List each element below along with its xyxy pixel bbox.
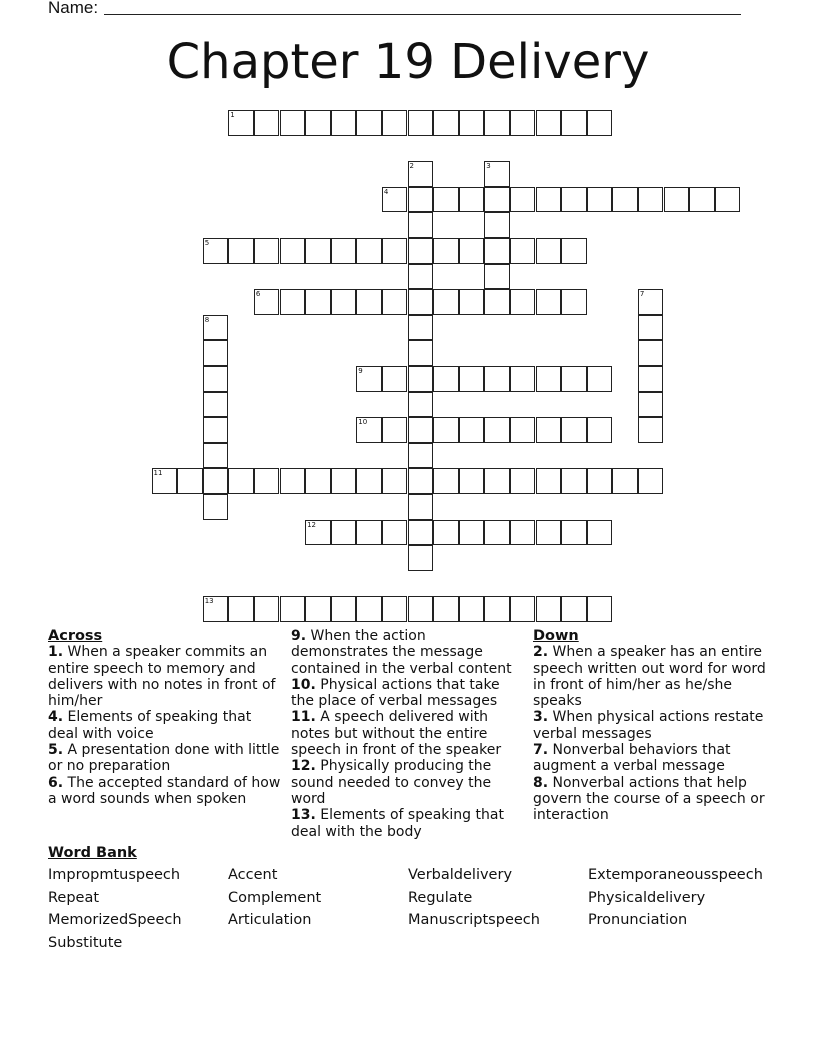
crossword-cell[interactable] xyxy=(587,520,613,546)
word-bank-item: Articulation xyxy=(228,912,312,929)
crossword-cell[interactable] xyxy=(152,468,178,494)
crossword-cell[interactable] xyxy=(510,289,536,315)
crossword-cell[interactable] xyxy=(561,468,587,494)
clue-across-12: 12. Physically producing the sound needed to convey the word xyxy=(291,758,492,807)
crossword-cell[interactable] xyxy=(408,545,434,571)
clue-number: 1 xyxy=(230,111,235,119)
crossword-cell[interactable] xyxy=(408,468,434,494)
crossword-cell[interactable] xyxy=(305,238,331,264)
crossword-cell[interactable] xyxy=(510,187,536,213)
crossword-cell[interactable] xyxy=(305,520,331,546)
crossword-cell[interactable] xyxy=(203,468,229,494)
clue-number: 10 xyxy=(358,418,368,427)
crossword-cell[interactable] xyxy=(536,110,562,136)
crossword-cell[interactable] xyxy=(203,417,229,443)
crossword-cell[interactable] xyxy=(382,110,408,136)
crossword-cell[interactable] xyxy=(484,520,510,546)
crossword-cell[interactable] xyxy=(254,468,280,494)
across-heading: Across xyxy=(48,628,103,644)
crossword-cell[interactable] xyxy=(484,366,510,392)
crossword-cell[interactable] xyxy=(203,238,229,264)
crossword-cell[interactable] xyxy=(561,596,587,622)
crossword-cell[interactable] xyxy=(536,289,562,315)
crossword-cell[interactable] xyxy=(228,468,254,494)
crossword-cell[interactable] xyxy=(408,596,434,622)
crossword-cell[interactable] xyxy=(484,264,510,290)
crossword-cell[interactable] xyxy=(433,238,459,264)
clue-number: 8 xyxy=(204,315,210,324)
crossword-cell[interactable] xyxy=(689,187,715,213)
crossword-cell[interactable] xyxy=(587,417,613,443)
crossword-cell[interactable] xyxy=(484,468,510,494)
crossword-cell[interactable] xyxy=(612,187,638,213)
crossword-cell[interactable] xyxy=(203,596,229,622)
word-bank-item: Substitute xyxy=(48,935,123,952)
crossword-cell[interactable] xyxy=(638,315,664,341)
crossword-cell[interactable] xyxy=(459,110,485,136)
crossword-cell[interactable] xyxy=(408,340,434,366)
crossword-cell[interactable] xyxy=(459,417,485,443)
crossword-cell[interactable] xyxy=(408,238,434,264)
crossword-cell[interactable] xyxy=(484,212,510,238)
clue-down-8: 8. Nonverbal actions that help govern the course of a speech or interaction xyxy=(533,774,765,824)
crossword-cell[interactable] xyxy=(382,417,408,443)
crossword-cell[interactable] xyxy=(459,238,485,264)
crossword-cell[interactable] xyxy=(510,596,536,622)
crossword-cell[interactable] xyxy=(536,596,562,622)
word-bank-item: Extemporaneousspeech xyxy=(588,867,763,883)
crossword-cell[interactable] xyxy=(715,187,741,213)
crossword-cell[interactable] xyxy=(331,238,357,264)
crossword-cell[interactable] xyxy=(484,187,510,213)
crossword-cell[interactable] xyxy=(408,443,434,469)
crossword-cell[interactable] xyxy=(280,110,306,136)
word-bank-item: MemorizedSpeech xyxy=(48,912,182,929)
crossword-cell[interactable] xyxy=(331,289,357,315)
crossword-cell[interactable] xyxy=(305,289,331,315)
crossword-cell[interactable] xyxy=(433,596,459,622)
clue-number: 12 xyxy=(307,520,317,529)
crossword-cell[interactable] xyxy=(510,468,536,494)
clue-number: 9 xyxy=(358,367,363,375)
word-bank-item: Complement xyxy=(228,889,322,906)
crossword-cell[interactable] xyxy=(459,187,485,213)
word-bank-item: Impropmtuspeech xyxy=(48,867,181,883)
down-column xyxy=(533,628,773,824)
crossword-cell[interactable] xyxy=(433,417,459,443)
crossword-cell[interactable] xyxy=(356,596,382,622)
crossword-cell[interactable] xyxy=(510,238,536,264)
clue-number: 13 xyxy=(204,597,214,606)
clue-across-13: 13. Elements of speaking that deal with the body xyxy=(291,807,504,840)
crossword-cell[interactable] xyxy=(484,110,510,136)
crossword-cell[interactable] xyxy=(459,468,485,494)
crossword-cell[interactable] xyxy=(433,520,459,546)
crossword-cell[interactable] xyxy=(331,596,357,622)
crossword-cell[interactable] xyxy=(536,417,562,443)
crossword-cell[interactable] xyxy=(459,366,485,392)
crossword-cell[interactable] xyxy=(356,417,382,443)
crossword-cell[interactable] xyxy=(664,187,690,213)
crossword-cell[interactable] xyxy=(177,468,203,494)
crossword-cell[interactable] xyxy=(356,366,382,392)
clue-down-3: 3. When physical actions restate verbal messages xyxy=(533,709,764,742)
clue-number: 6 xyxy=(255,290,261,299)
word-bank-item: Accent xyxy=(228,867,278,883)
clue-across-1: 1. When a speaker commits an entire speech to memory and delivers with no notes in front of him/her xyxy=(48,644,276,710)
crossword-cell[interactable] xyxy=(484,417,510,443)
crossword-cell[interactable] xyxy=(561,238,587,264)
crossword-cell[interactable] xyxy=(561,417,587,443)
clue-across-4: 4. Elements of speaking that deal with voice xyxy=(48,709,252,742)
word-bank-item: Physicaldelivery xyxy=(588,889,706,906)
clue-number: 4 xyxy=(383,187,389,196)
crossword-cell[interactable] xyxy=(305,110,331,136)
crossword-cell[interactable] xyxy=(382,289,408,315)
across-column-2 xyxy=(291,628,523,840)
crossword-cell[interactable] xyxy=(536,187,562,213)
crossword-cell[interactable] xyxy=(638,366,664,392)
down-heading: Down xyxy=(533,628,579,644)
crossword-cell[interactable] xyxy=(638,187,664,213)
crossword-cell[interactable] xyxy=(638,417,664,443)
crossword-cell[interactable] xyxy=(254,596,280,622)
crossword-cell[interactable] xyxy=(433,468,459,494)
crossword-cell[interactable] xyxy=(510,110,536,136)
crossword-cell[interactable] xyxy=(433,110,459,136)
crossword-cell[interactable] xyxy=(203,315,229,341)
crossword-cell[interactable] xyxy=(331,468,357,494)
clue-across-10: 10. Physical actions that take the place of verbal messages xyxy=(291,676,500,710)
crossword-cell[interactable] xyxy=(561,366,587,392)
crossword-cell[interactable] xyxy=(459,520,485,546)
crossword-cell[interactable] xyxy=(408,289,434,315)
crossword-cell[interactable] xyxy=(408,187,434,213)
crossword-cell[interactable] xyxy=(203,340,229,366)
crossword-cell[interactable] xyxy=(484,596,510,622)
word-bank-item: Pronunciation xyxy=(588,912,688,929)
crossword-cell[interactable] xyxy=(536,468,562,494)
crossword-cell[interactable] xyxy=(638,340,664,366)
crossword-cell[interactable] xyxy=(587,468,613,494)
crossword-cell[interactable] xyxy=(382,238,408,264)
crossword-cell[interactable] xyxy=(203,366,229,392)
crossword-cell[interactable] xyxy=(280,468,306,494)
crossword-cell[interactable] xyxy=(382,596,408,622)
crossword-cell[interactable] xyxy=(203,392,229,418)
crossword-cell[interactable] xyxy=(408,110,434,136)
crossword-cell[interactable] xyxy=(587,366,613,392)
name-label: Name: xyxy=(48,0,99,17)
crossword-cell[interactable] xyxy=(587,596,613,622)
crossword-cell[interactable] xyxy=(561,187,587,213)
crossword-cell[interactable] xyxy=(408,494,434,520)
crossword-cell[interactable] xyxy=(356,468,382,494)
crossword-cell[interactable] xyxy=(356,110,382,136)
crossword-cell[interactable] xyxy=(510,366,536,392)
page-title: Chapter 19 Delivery xyxy=(166,34,650,90)
crossword-cell[interactable] xyxy=(408,315,434,341)
crossword-cell[interactable] xyxy=(408,212,434,238)
clue-down-2: 2. When a speaker has an entire speech written out word for word in front of him/her as he/she speaks xyxy=(533,644,766,710)
crossword-cell[interactable] xyxy=(561,289,587,315)
crossword-cell[interactable] xyxy=(254,238,280,264)
clue-across-6: 6. The accepted standard of how a word sounds when spoken xyxy=(48,774,281,807)
crossword-cell[interactable] xyxy=(459,289,485,315)
word-bank-heading: Word Bank xyxy=(48,845,137,861)
word-bank-item: Verbaldelivery xyxy=(408,867,513,883)
crossword-cell[interactable] xyxy=(587,110,613,136)
crossword-cell[interactable] xyxy=(408,161,434,187)
crossword-cell[interactable] xyxy=(254,289,280,315)
crossword-cell[interactable] xyxy=(587,187,613,213)
crossword-cell[interactable] xyxy=(408,264,434,290)
crossword-cell[interactable] xyxy=(280,238,306,264)
crossword-cell[interactable] xyxy=(331,110,357,136)
crossword-cell[interactable] xyxy=(638,392,664,418)
across-column-1 xyxy=(48,628,282,807)
clue-number: 2 xyxy=(409,162,414,171)
crossword-cell[interactable] xyxy=(280,596,306,622)
crossword-cell[interactable] xyxy=(382,366,408,392)
crossword-cell[interactable] xyxy=(228,596,254,622)
crossword-cell[interactable] xyxy=(484,289,510,315)
crossword-cell[interactable] xyxy=(356,238,382,264)
crossword-cell[interactable] xyxy=(510,520,536,546)
word-bank-item: Manuscriptspeech xyxy=(408,912,540,929)
crossword-cell[interactable] xyxy=(536,366,562,392)
word-bank-item: Regulate xyxy=(408,889,473,906)
crossword-cell[interactable] xyxy=(228,238,254,264)
crossword-cell[interactable] xyxy=(638,289,664,315)
crossword-cell[interactable] xyxy=(536,238,562,264)
crossword-cell[interactable] xyxy=(382,520,408,546)
crossword-cell[interactable] xyxy=(382,468,408,494)
crossword-cell[interactable] xyxy=(536,520,562,546)
crossword-cell[interactable] xyxy=(433,289,459,315)
crossword-cell[interactable] xyxy=(561,520,587,546)
clue-number: 3 xyxy=(486,162,491,171)
crossword-cell[interactable] xyxy=(305,468,331,494)
crossword-cell[interactable] xyxy=(356,520,382,546)
crossword-cell[interactable] xyxy=(356,289,382,315)
crossword-cell[interactable] xyxy=(280,289,306,315)
clue-number: 7 xyxy=(639,290,645,299)
crossword-cell[interactable] xyxy=(612,468,638,494)
clue-across-9: 9. When the action demonstrates the message contained in the verbal content xyxy=(291,628,512,677)
crossword-cell[interactable] xyxy=(382,187,408,213)
crossword-cell[interactable] xyxy=(408,366,434,392)
crossword-cell[interactable] xyxy=(331,520,357,546)
crossword-cell[interactable] xyxy=(638,468,664,494)
crossword-cell[interactable] xyxy=(484,238,510,264)
crossword-cell[interactable] xyxy=(203,443,229,469)
crossword-cell[interactable] xyxy=(254,110,280,136)
crossword-cell[interactable] xyxy=(433,366,459,392)
crossword-cell[interactable] xyxy=(305,596,331,622)
crossword-cell[interactable] xyxy=(510,417,536,443)
word-bank-item: Repeat xyxy=(48,889,100,906)
crossword-cell[interactable] xyxy=(228,110,254,136)
clue-across-11: 11. A speech delivered with notes but without the entire speech in front of the speaker xyxy=(291,709,502,759)
clue-number: 11 xyxy=(153,469,163,478)
crossword-cell[interactable] xyxy=(433,187,459,213)
crossword-cell[interactable] xyxy=(408,520,434,546)
crossword-cell[interactable] xyxy=(484,161,510,187)
crossword-cell[interactable] xyxy=(408,417,434,443)
clue-down-7: 7. Nonverbal behaviors that augment a verbal message xyxy=(533,742,731,775)
crossword-cell[interactable] xyxy=(408,392,434,418)
clue-number: 5 xyxy=(204,239,210,247)
crossword-cell[interactable] xyxy=(561,110,587,136)
crossword-cell[interactable] xyxy=(459,596,485,622)
clue-across-5: 5. A presentation done with little or no preparation xyxy=(48,742,280,775)
crossword-cell[interactable] xyxy=(203,494,229,520)
